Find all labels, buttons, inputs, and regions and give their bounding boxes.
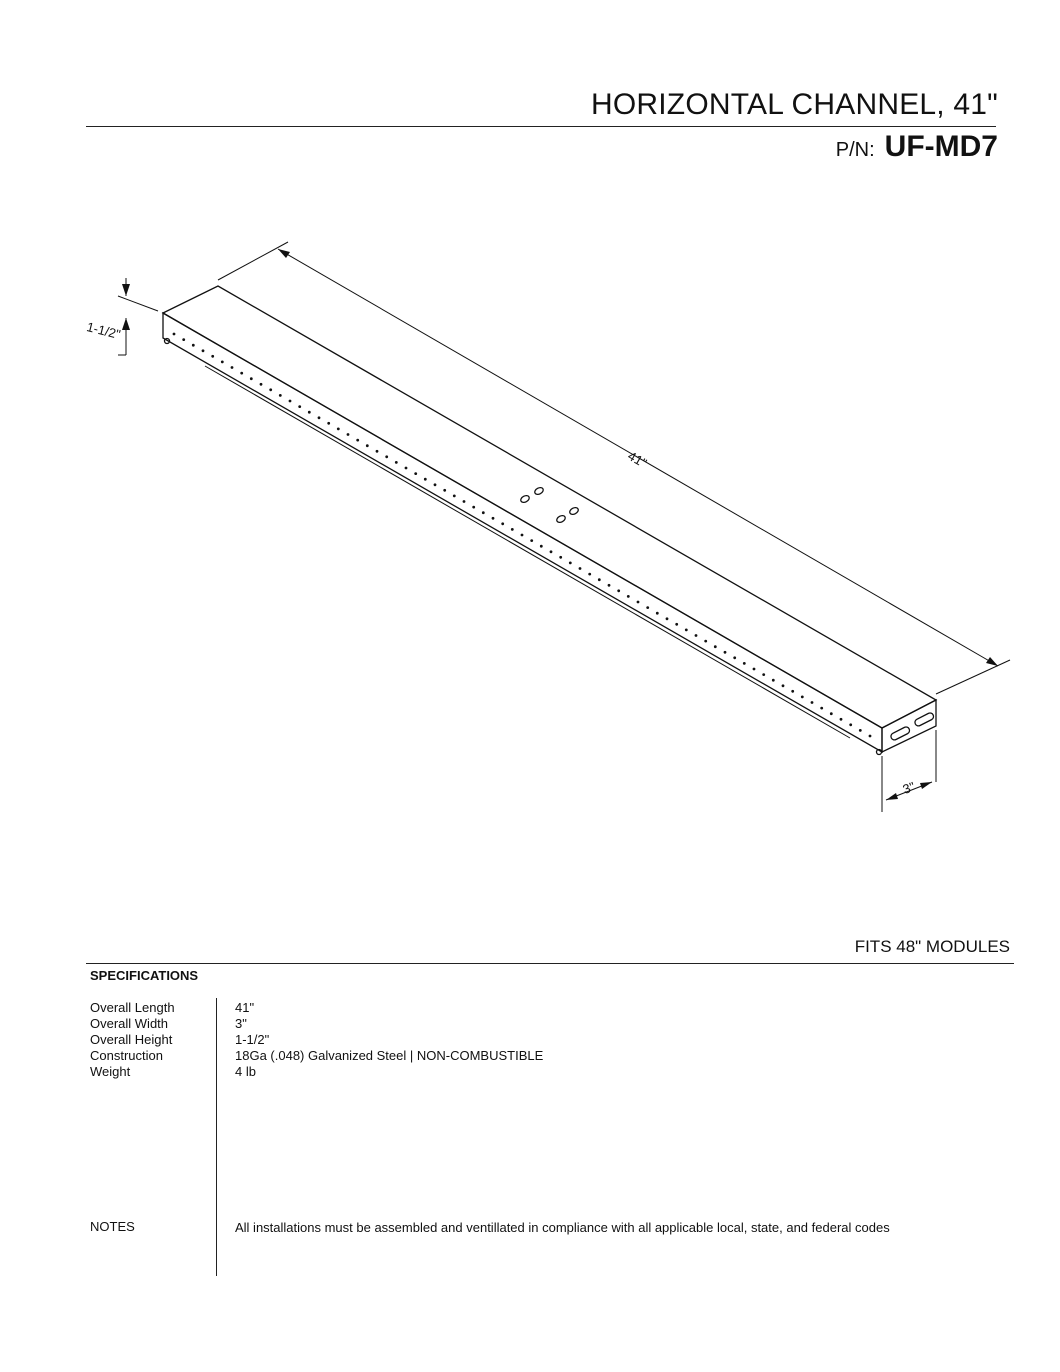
mounting-hole [556, 514, 567, 523]
perforation-hole [579, 567, 582, 570]
perforation-hole [849, 723, 852, 726]
perforation-hole [608, 584, 611, 587]
perforation-hole [202, 349, 205, 352]
perforation-hole [376, 450, 379, 453]
perforation-hole [782, 684, 785, 687]
spec-label: Overall Length [90, 1000, 175, 1015]
perforation-hole [327, 422, 330, 425]
perforation-row [173, 333, 872, 738]
perforation-hole [211, 355, 214, 358]
perforation-hole [279, 394, 282, 397]
spec-rule [86, 963, 1014, 964]
perforation-hole [366, 444, 369, 447]
spec-value: 41" [235, 1000, 255, 1015]
channel-front-face [163, 313, 882, 752]
perforation-hole [240, 372, 243, 375]
dim-width-label: 3" [900, 778, 917, 797]
perforation-hole [801, 696, 804, 699]
spec-divider [216, 998, 217, 1276]
perforation-hole [492, 517, 495, 520]
perforation-hole [675, 623, 678, 626]
spec-labels [90, 1000, 175, 1080]
perforation-hole [811, 701, 814, 704]
perforation-hole [501, 522, 504, 525]
perforation-hole [695, 634, 698, 637]
perforation-hole [743, 662, 746, 665]
perforation-hole [840, 718, 843, 721]
perforation-hole [308, 411, 311, 414]
notes-text: All installations must be assembled and ventillated in compliance with all applicable local, state, and federal codes [235, 1220, 890, 1235]
perforation-hole [482, 511, 485, 514]
perforation-hole [704, 640, 707, 643]
perforation-hole [289, 400, 292, 403]
perforation-hole [182, 338, 185, 341]
spec-values [235, 1000, 543, 1080]
perforation-hole [385, 455, 388, 458]
perforation-hole [714, 645, 717, 648]
spec-value: 3" [235, 1016, 247, 1031]
spec-label: Weight [90, 1064, 131, 1079]
spec-label: Overall Width [90, 1016, 169, 1031]
part-number-label: P/N: [835, 139, 875, 161]
perforation-hole [337, 428, 340, 431]
perforation-hole [820, 707, 823, 710]
perforation-hole [250, 377, 253, 380]
spec-label: Construction [90, 1048, 163, 1063]
perforation-hole [666, 617, 669, 620]
perforation-hole [269, 388, 272, 391]
perforation-hole [646, 606, 649, 609]
perforation-hole [434, 483, 437, 486]
perforation-hole [424, 478, 427, 481]
spec-label: Overall Height [90, 1032, 173, 1047]
perforation-hole [414, 472, 417, 475]
specifications-heading: SPECIFICATIONS [90, 968, 199, 983]
perforation-hole [463, 500, 466, 503]
document-title: HORIZONTAL CHANNEL, 41" [591, 88, 998, 121]
perforation-hole [453, 495, 456, 498]
perforation-hole [637, 601, 640, 604]
perforation-hole [540, 545, 543, 548]
perforation-hole [791, 690, 794, 693]
spec-value: 4 lb [235, 1064, 256, 1079]
perforation-hole [598, 578, 601, 581]
perforation-hole [521, 534, 524, 537]
perforation-hole [859, 729, 862, 732]
perforation-hole [395, 461, 398, 464]
perforation-hole [830, 712, 833, 715]
part-number-value: UF-MD7 [884, 130, 998, 163]
perforation-hole [347, 433, 350, 436]
perforation-hole [192, 344, 195, 347]
channel-end-face [882, 700, 936, 752]
dim-length-label: 41" [625, 448, 650, 471]
notes-label: NOTES [90, 1219, 135, 1234]
mounting-hole [534, 486, 545, 495]
perforation-hole [588, 573, 591, 576]
dim-height-label: 1-1/2" [85, 319, 123, 342]
perforation-hole [530, 539, 533, 542]
perforation-hole [559, 556, 562, 559]
perforation-hole [511, 528, 514, 531]
perforation-hole [550, 550, 553, 553]
perforation-hole [685, 629, 688, 632]
perforation-hole [869, 735, 872, 738]
perforation-hole [260, 383, 263, 386]
perforation-hole [318, 416, 321, 419]
perforation-hole [356, 439, 359, 442]
perforation-hole [298, 405, 301, 408]
channel-top-face [163, 286, 936, 728]
fits-modules-note: FITS 48" MODULES [854, 937, 1010, 956]
perforation-hole [617, 589, 620, 592]
perforation-hole [231, 366, 234, 369]
mounting-hole [569, 506, 580, 515]
spec-value: 18Ga (.048) Galvanized Steel | NON-COMBUSTIBLE [235, 1048, 544, 1063]
end-slot [914, 712, 935, 727]
mounting-hole [520, 494, 531, 503]
perforation-hole [656, 612, 659, 615]
perforation-hole [724, 651, 727, 654]
perforation-hole [173, 333, 176, 336]
perforation-hole [405, 467, 408, 470]
perforation-hole [221, 361, 224, 364]
end-slot [890, 726, 911, 741]
perforation-hole [569, 562, 572, 565]
spec-value: 1-1/2" [235, 1032, 270, 1047]
perforation-hole [753, 668, 756, 671]
perforation-hole [472, 506, 475, 509]
perforation-hole [733, 656, 736, 659]
perforation-hole [762, 673, 765, 676]
perforation-hole [443, 489, 446, 492]
perforation-hole [772, 679, 775, 682]
perforation-hole [627, 595, 630, 598]
